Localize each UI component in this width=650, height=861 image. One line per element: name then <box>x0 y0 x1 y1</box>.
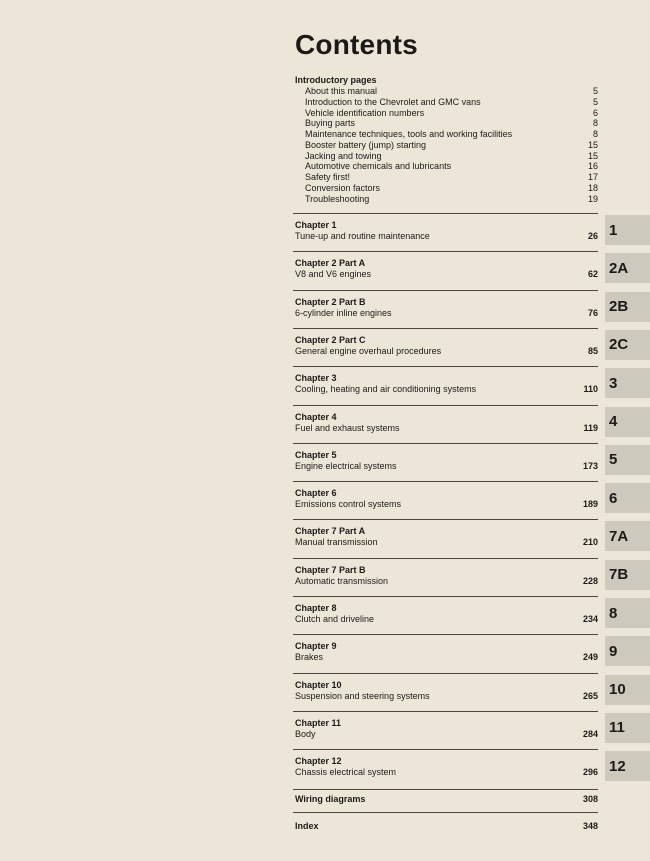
intro-item-page: 16 <box>587 161 598 172</box>
intro-item-label: Safety first! <box>305 172 351 182</box>
intro-item-label: About this manual <box>305 86 378 96</box>
intro-item[interactable] <box>305 129 598 140</box>
chapter-name: Cooling, heating and air conditioning systems <box>295 384 477 395</box>
chapter-row <box>295 231 598 242</box>
divider <box>293 405 598 406</box>
entry-page: 308 <box>582 794 598 804</box>
chapter-row <box>295 537 598 548</box>
chapter-name: General engine overhaul procedures <box>295 345 442 356</box>
divider <box>293 634 598 635</box>
divider <box>293 711 598 712</box>
chapter-tab[interactable]: 2B <box>605 292 650 322</box>
chapter-page: 234 <box>582 614 598 624</box>
divider <box>293 519 598 520</box>
intro-item-page: 19 <box>587 193 598 204</box>
chapter-page: 76 <box>587 307 598 318</box>
chapter-row <box>295 269 598 280</box>
intro-item-label: Conversion factors <box>305 182 381 193</box>
chapter-row <box>295 652 598 663</box>
chapter-heading: Chapter 10 <box>295 679 342 690</box>
chapter-entry[interactable] <box>295 258 598 280</box>
entry-page: 348 <box>582 821 598 831</box>
divider <box>293 596 598 597</box>
chapter-tab[interactable]: 8 <box>605 598 650 628</box>
entry-label: Index <box>295 821 319 831</box>
chapter-tab[interactable]: 7A <box>605 521 650 551</box>
intro-item-label: Automotive chemicals and lubricants <box>305 161 452 172</box>
intro-item[interactable] <box>305 172 598 183</box>
chapter-tab[interactable]: 12 <box>605 751 650 781</box>
chapter-tab[interactable]: 6 <box>605 483 650 513</box>
chapter-heading: Chapter 5 <box>295 449 337 460</box>
chapter-row <box>295 384 598 395</box>
chapter-page: 119 <box>583 422 598 433</box>
chapter-entry[interactable] <box>295 373 598 395</box>
intro-item-page: 8 <box>592 129 598 139</box>
chapter-tab[interactable]: 4 <box>605 407 650 437</box>
wiring-diagrams-entry[interactable] <box>295 794 598 805</box>
chapter-page: 296 <box>582 767 598 778</box>
intro-item[interactable] <box>305 108 598 119</box>
chapter-page: 249 <box>582 652 598 663</box>
divider <box>293 290 598 291</box>
chapter-heading: Chapter 7 Part B <box>295 564 366 575</box>
divider <box>293 749 598 750</box>
chapter-row <box>295 691 598 702</box>
divider <box>293 812 598 813</box>
chapter-heading: Chapter 7 Part A <box>295 526 366 537</box>
chapter-heading: Chapter 1 <box>295 220 337 230</box>
chapter-row <box>295 499 598 510</box>
chapter-heading: Chapter 12 <box>295 756 342 767</box>
chapter-row <box>295 576 598 587</box>
chapter-page: 228 <box>582 575 598 586</box>
chapter-entry[interactable] <box>295 718 598 740</box>
divider <box>293 366 598 367</box>
chapter-name: Clutch and driveline <box>295 614 375 624</box>
divider <box>293 251 598 252</box>
divider <box>293 673 598 674</box>
chapter-heading: Chapter 6 <box>295 488 337 499</box>
chapter-name: Fuel and exhaust systems <box>295 422 400 433</box>
intro-item[interactable] <box>305 183 598 194</box>
chapter-entry[interactable] <box>295 297 598 319</box>
intro-item-page: 5 <box>592 96 598 107</box>
chapter-page: 26 <box>587 231 598 241</box>
chapter-name: Manual transmission <box>295 537 378 548</box>
chapter-page: 110 <box>583 384 598 395</box>
chapter-tab[interactable]: 3 <box>605 368 650 398</box>
chapter-name: Suspension and steering systems <box>295 690 430 701</box>
chapter-tab[interactable]: 7B <box>605 560 650 590</box>
chapter-page: 210 <box>582 537 598 548</box>
chapter-name: Body <box>295 728 316 739</box>
entry-label: Wiring diagrams <box>295 794 366 804</box>
chapter-name: Emissions control systems <box>295 499 402 510</box>
intro-item[interactable] <box>305 86 598 97</box>
chapter-page: 85 <box>587 345 598 356</box>
intro-list <box>305 86 598 204</box>
page-title: Contents <box>295 29 418 60</box>
chapter-heading: Chapter 4 <box>295 411 337 422</box>
chapter-page: 62 <box>587 269 598 280</box>
chapter-heading: Chapter 11 <box>295 717 342 728</box>
chapter-name: Engine electrical systems <box>295 460 397 471</box>
chapter-name: V8 and V6 engines <box>295 269 372 280</box>
chapter-tab[interactable]: 1 <box>605 215 650 245</box>
chapter-row <box>295 346 598 357</box>
chapter-row <box>295 767 598 778</box>
chapter-page: 189 <box>582 499 598 510</box>
intro-item[interactable] <box>305 194 598 205</box>
divider <box>293 481 598 482</box>
intro-item[interactable] <box>305 118 598 129</box>
intro-heading: Introductory pages <box>295 75 377 85</box>
chapter-entry[interactable] <box>295 756 598 778</box>
chapter-entry[interactable] <box>295 603 598 625</box>
chapter-row <box>295 614 598 625</box>
intro-item[interactable] <box>305 97 598 108</box>
intro-item-label: Troubleshooting <box>305 193 370 204</box>
chapter-heading: Chapter 2 Part A <box>295 258 366 269</box>
intro-item-label: Introduction to the Chevrolet and GMC vans <box>305 96 481 107</box>
chapter-heading: Chapter 2 Part C <box>295 334 366 345</box>
chapter-tab[interactable]: 9 <box>605 636 650 666</box>
chapter-entry[interactable] <box>295 488 598 510</box>
intro-item-page: 18 <box>587 182 598 193</box>
intro-item-page: 8 <box>592 118 598 129</box>
chapter-entry[interactable] <box>295 220 598 242</box>
chapter-tab[interactable]: 10 <box>605 675 650 705</box>
chapter-row <box>295 729 598 740</box>
chapter-page: 284 <box>582 728 598 739</box>
intro-item-label: Vehicle identification numbers <box>305 107 425 118</box>
chapter-name: Chassis electrical system <box>295 767 397 778</box>
chapter-tab[interactable]: 11 <box>605 713 650 743</box>
chapter-name: 6-cylinder inline engines <box>295 307 392 318</box>
divider <box>293 213 598 214</box>
index-entry[interactable] <box>295 821 598 832</box>
intro-item-label: Booster battery (jump) starting <box>305 139 427 150</box>
chapter-row <box>295 461 598 472</box>
chapter-entry[interactable] <box>295 680 598 702</box>
chapter-tab[interactable]: 5 <box>605 445 650 475</box>
chapter-tab[interactable]: 2C <box>605 330 650 360</box>
intro-item-label: Buying parts <box>305 118 356 129</box>
intro-item-page: 17 <box>587 172 598 182</box>
intro-item-page: 6 <box>592 107 598 118</box>
divider <box>293 328 598 329</box>
chapter-entry[interactable] <box>295 450 598 472</box>
chapter-row <box>295 423 598 434</box>
divider <box>293 558 598 559</box>
intro-item[interactable] <box>305 151 598 162</box>
intro-item-label: Jacking and towing <box>305 150 382 161</box>
chapter-entry[interactable] <box>295 526 598 548</box>
chapter-entry[interactable] <box>295 565 598 587</box>
chapter-entry[interactable] <box>295 641 598 663</box>
chapter-name: Tune-up and routine maintenance <box>295 231 430 241</box>
chapter-row <box>295 308 598 319</box>
intro-item-page: 15 <box>587 150 598 161</box>
chapter-heading: Chapter 2 Part B <box>295 296 366 307</box>
intro-item-page: 5 <box>592 86 598 96</box>
chapter-entry[interactable] <box>295 412 598 434</box>
intro-item-page: 15 <box>587 139 598 150</box>
chapter-name: Automatic transmission <box>295 575 389 586</box>
chapter-name: Brakes <box>295 652 324 663</box>
divider <box>293 789 598 790</box>
intro-item[interactable] <box>305 140 598 151</box>
chapter-entry[interactable] <box>295 335 598 357</box>
chapter-page: 173 <box>582 460 598 471</box>
chapter-heading: Chapter 8 <box>295 603 337 613</box>
divider <box>293 443 598 444</box>
chapter-tab[interactable]: 2A <box>605 253 650 283</box>
chapter-heading: Chapter 9 <box>295 641 337 652</box>
intro-item-label: Maintenance techniques, tools and working facilities <box>305 129 513 139</box>
chapter-page: 265 <box>582 690 598 701</box>
chapter-heading: Chapter 3 <box>295 373 337 384</box>
intro-item[interactable] <box>305 161 598 172</box>
